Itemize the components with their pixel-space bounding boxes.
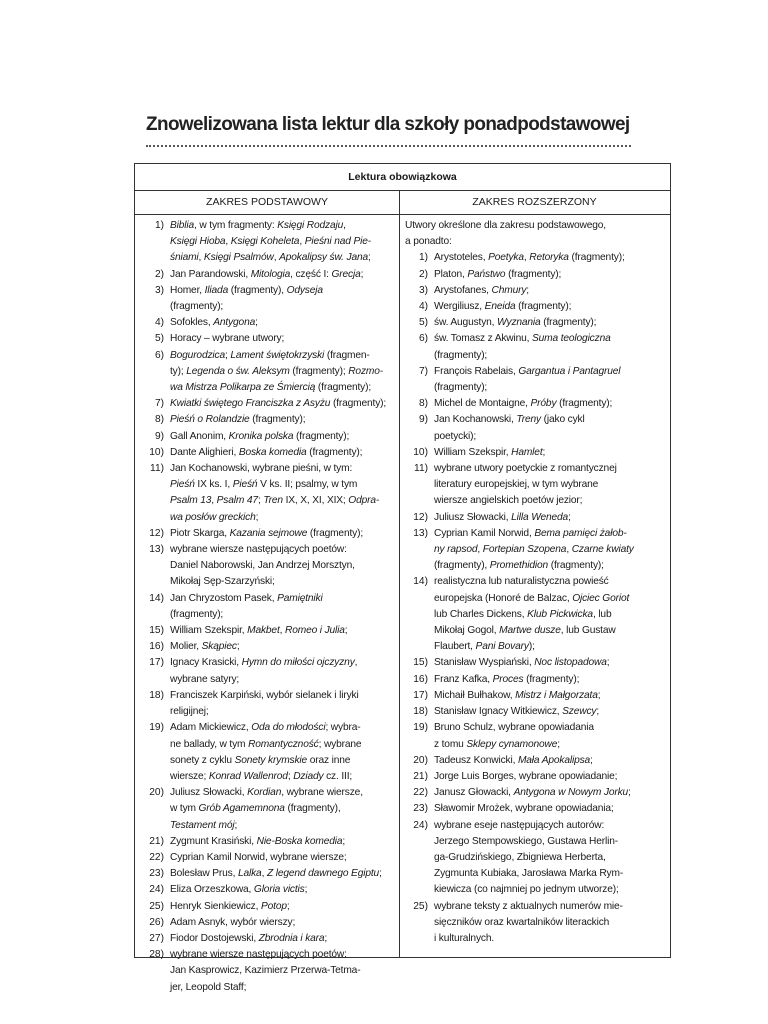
list-item — [405, 704, 667, 720]
list-item-text: Pieśń o Rolandzie (fragmenty); — [170, 414, 306, 426]
list-item-number: 4) — [154, 317, 164, 329]
list-item-text: Franciszek Karpiński, wybór sielanek i liryki religijnej; — [170, 689, 359, 718]
list-item-number: 20) — [413, 754, 428, 766]
list-item — [141, 267, 396, 283]
list-item-text: wybrane eseje następujących autorów: Jerzego Stempowskiego, Gustawa Herlin- ga-Grudzińskiego, Zbigniewa Herberta, Zygmunta Kubiaka, Jarosława Marka Rym- kiewicza (co najmniej po jednym utworze); — [434, 819, 624, 896]
list-item-number: 20) — [149, 787, 164, 799]
list-item-number: 2) — [418, 268, 428, 280]
list-item — [405, 574, 667, 655]
list-item-text: Eliza Orzeszkowa, Gloria victis; — [170, 884, 308, 896]
list-item-number: 24) — [413, 819, 428, 831]
list-item-number: 5) — [154, 333, 164, 345]
list-item-number: 10) — [149, 446, 164, 458]
list-item — [405, 785, 667, 801]
table-caption: Lektura obowiązkowa — [135, 164, 670, 191]
list-item — [141, 882, 396, 898]
list-item-text: Jan Parandowski, Mitologia, część I: Grecja; — [170, 268, 364, 280]
list-item-text: Horacy – wybrane utwory; — [170, 333, 285, 345]
list-item — [405, 396, 667, 412]
list-item-text: Platon, Państwo (fragmenty); — [434, 268, 562, 280]
list-item-text: Molier, Skąpiec; — [170, 641, 240, 653]
basic-scope-list — [141, 214, 396, 996]
list-item-text: Bogurodzica; Lament świętokrzyski (fragmen- ty); Legenda o św. Aleksym (fragmenty); Rozmo- wa Mistrza Polikarpa ze Śmiercią (fragmenty); — [170, 349, 383, 394]
list-item — [405, 461, 667, 510]
list-item-text: św. Augustyn, Wyznania (fragmenty); — [434, 317, 597, 329]
list-item — [141, 348, 396, 397]
list-item — [141, 526, 396, 542]
list-item-number: 3) — [418, 284, 428, 296]
list-item-number: 23) — [413, 803, 428, 815]
list-item-number: 18) — [413, 706, 428, 718]
list-item — [405, 899, 667, 948]
list-item-text: Ignacy Krasicki, Hymn do miłości ojczyzny, wybrane satyry; — [170, 657, 358, 685]
list-item — [405, 753, 667, 769]
list-item-text: realistyczna lub naturalistyczna powieść europejska (Honoré de Balzac, Ojciec Goriot lub Charles Dickens, Klub Pickwicka, lub Mikołaj Gogol, Martwe dusze, lub Gustaw Flaubert, Pani Bovary); — [434, 576, 630, 653]
list-item-number: 1) — [154, 220, 164, 231]
list-item-text: Jorge Luis Borges, wybrane opowiadanie; — [434, 770, 618, 782]
list-item — [141, 720, 396, 785]
list-item-text: Jan Kochanowski, wybrane pieśni, w tym: Pieśń IX ks. I, Pieśń V ks. II; psalmy, w tym Psalm 13, Psalm 47; Tren IX, X, XI, XIX; Odpra- wa posłów greckich; — [170, 463, 380, 523]
list-item-number: 18) — [149, 689, 164, 701]
list-item-number: 13) — [413, 527, 428, 539]
list-item-text: wybrane utwory poetyckie z romantycznej literatury europejskiej, w tym wybrane wiersze angielskich poetów jezior; — [434, 463, 617, 507]
list-item — [405, 818, 667, 899]
list-item-text: wybrane wiersze następujących poetów: Jan Kasprowicz, Kazimierz Przerwa-Tetma- jer, Leopold Staff; — [170, 949, 361, 993]
column-divider — [399, 190, 400, 957]
list-item-text: Dante Alighieri, Boska komedia (fragmenty); — [170, 446, 363, 458]
reading-list-table — [134, 163, 671, 993]
list-item — [405, 283, 667, 299]
list-item-number: 14) — [149, 592, 164, 604]
list-item — [141, 461, 396, 526]
list-item — [141, 785, 396, 834]
list-item-number: 8) — [418, 398, 428, 410]
list-item-text: Adam Asnyk, wybór wierszy; — [170, 916, 296, 928]
list-item-number: 12) — [149, 527, 164, 539]
list-item-text: Stanisław Wyspiański, Noc listopadowa; — [434, 657, 610, 669]
list-item — [405, 688, 667, 704]
list-item — [141, 899, 396, 915]
list-item-number: 8) — [154, 414, 164, 426]
list-item — [405, 510, 667, 526]
list-item-number: 17) — [413, 689, 428, 701]
list-item-number: 15) — [413, 657, 428, 669]
list-item — [405, 445, 667, 461]
list-item — [405, 412, 667, 444]
list-item-text: Michaił Bułhakow, Mistrz i Małgorzata; — [434, 689, 601, 701]
list-item-number: 6) — [154, 349, 164, 361]
list-item — [141, 315, 396, 331]
list-item-number: 11) — [414, 463, 428, 475]
list-item-text: Sławomir Mrożek, wybrane opowiadania; — [434, 803, 614, 815]
list-item-number: 5) — [418, 317, 428, 329]
list-item — [141, 623, 396, 639]
list-item — [141, 688, 396, 720]
list-item-number: 4) — [418, 301, 428, 313]
list-item-number: 27) — [149, 932, 164, 944]
title-underline — [146, 145, 631, 147]
list-item-text: Michel de Montaigne, Próby (fragmenty); — [434, 398, 613, 410]
list-item — [405, 769, 667, 785]
list-item — [141, 655, 396, 687]
list-item-number: 7) — [418, 365, 428, 377]
list-item-text: François Rabelais, Gargantua i Pantagruel (fragmenty); — [434, 365, 621, 394]
list-item-number: 10) — [413, 446, 428, 458]
list-item-text: Jan Kochanowski, Treny (jako cykl poetycki); — [434, 414, 585, 442]
list-item-text: Arystofanes, Chmury; — [434, 284, 529, 296]
list-item-text: Gall Anonim, Kronika polska (fragmenty); — [170, 430, 350, 442]
list-item-text: Bruno Schulz, wybrane opowiadania z tomu Sklepy cynamonowe; — [434, 722, 594, 750]
list-item-text: Jan Chryzostom Pasek, Pamiętniki (fragmenty); — [170, 592, 323, 620]
list-item — [405, 655, 667, 671]
list-item-number: 6) — [418, 333, 428, 345]
list-item — [141, 931, 396, 947]
list-item-text: Bolesław Prus, Lalka, Z legend dawnego Egiptu; — [170, 868, 382, 880]
list-item-number: 21) — [413, 770, 428, 782]
list-item-text: William Szekspir, Makbet, Romeo i Julia; — [170, 625, 348, 637]
list-item — [141, 542, 396, 591]
list-item — [405, 801, 667, 817]
list-item — [141, 947, 396, 996]
list-item — [141, 396, 396, 412]
list-item — [141, 218, 396, 267]
list-item-text: św. Tomasz z Akwinu, Suma teologiczna (fragmenty); — [434, 333, 611, 361]
list-item-number: 25) — [413, 900, 428, 912]
list-item — [405, 299, 667, 315]
extended-scope-list — [405, 214, 667, 947]
list-item-text: Zygmunt Krasiński, Nie-Boska komedia; — [170, 835, 346, 847]
list-item — [405, 720, 667, 752]
list-item-text: Piotr Skarga, Kazania sejmowe (fragmenty); — [170, 527, 364, 539]
list-item-number: 16) — [149, 641, 164, 653]
list-item — [141, 591, 396, 623]
list-item-number: 7) — [154, 398, 164, 410]
list-item-number: 21) — [149, 835, 164, 847]
column-header-basic: ZAKRES PODSTAWOWY — [135, 190, 399, 215]
list-item-text: Sofokles, Antygona; — [170, 317, 258, 329]
list-item — [141, 331, 396, 347]
list-item-text: Arystoteles, Poetyka, Retoryka (fragmenty); — [434, 252, 625, 264]
list-item-number: 16) — [413, 673, 428, 685]
list-item-number: 17) — [149, 657, 164, 669]
list-item-number: 15) — [149, 625, 164, 637]
list-item — [405, 672, 667, 688]
list-item — [141, 850, 396, 866]
list-item-text: Adam Mickiewicz, Oda do młodości; wybra- ne ballady, w tym Romantyczność; wybrane sonety z cyklu Sonety krymskie oraz inne wiersze; Konrad Wallenrod; Dziady cz. III; — [170, 722, 362, 782]
list-item-number: 9) — [154, 430, 164, 442]
list-item-text: William Szekspir, Hamlet; — [434, 446, 546, 458]
list-item — [405, 250, 667, 266]
list-item-number: 24) — [149, 884, 164, 896]
list-item-number: 19) — [149, 722, 164, 734]
column-header-extended: ZAKRES ROZSZERZONY — [399, 190, 670, 215]
list-item-number: 2) — [154, 268, 164, 280]
list-item-number: 14) — [413, 576, 428, 588]
list-item — [405, 526, 667, 575]
list-item-text: Juliusz Słowacki, Kordian, wybrane wiersze, w tym Grób Agamemnona (fragmenty), Testament mój; — [170, 787, 363, 831]
list-item-number: 23) — [149, 868, 164, 880]
list-item-number: 28) — [149, 949, 164, 961]
list-item-text: Cyprian Kamil Norwid, Bema pamięci żałob- ny rapsod, Fortepian Szopena, Czarne kwiaty (fragmenty), Promethidion (fragmenty); — [434, 527, 634, 572]
list-item-text: Fiodor Dostojewski, Zbrodnia i kara; — [170, 932, 328, 944]
list-item-text: Janusz Głowacki, Antygona w Nowym Jorku; — [434, 787, 631, 799]
list-item-text: Biblia, w tym fragmenty: Księgi Rodzaju, Księgi Hioba, Księgi Koheleta, Pieśni nad Pie- śniami, Księgi Psalmów, Apokalipsy św. Jana; — [170, 220, 371, 264]
list-item-text: Stanisław Ignacy Witkiewicz, Szewcy; — [434, 706, 600, 718]
list-item-text: Cyprian Kamil Norwid, wybrane wiersze; — [170, 851, 347, 863]
list-item-text: Franz Kafka, Proces (fragmenty); — [434, 673, 580, 685]
list-item-number: 22) — [413, 787, 428, 799]
list-item — [141, 445, 396, 461]
list-item — [141, 412, 396, 428]
list-item-number: 3) — [154, 284, 164, 296]
list-item — [405, 331, 667, 363]
list-item — [141, 834, 396, 850]
list-item — [141, 429, 396, 445]
list-item-text: Tadeusz Konwicki, Mała Apokalipsa; — [434, 754, 593, 766]
list-item-text: Homer, Iliada (fragmenty), Odyseja (fragmenty); — [170, 284, 323, 313]
list-item — [405, 364, 667, 396]
list-item — [141, 639, 396, 655]
list-item-number: 1) — [418, 252, 428, 264]
list-item — [141, 283, 396, 315]
list-item — [405, 267, 667, 283]
list-item-number: 9) — [418, 414, 428, 426]
list-item-number: 11) — [150, 463, 164, 475]
list-item-number: 25) — [149, 900, 164, 912]
list-item-number: 26) — [149, 916, 164, 928]
list-item — [405, 315, 667, 331]
list-item-text: wybrane teksty z aktualnych numerów mie- sięczników oraz kwartalników literackich i kulturalnych. — [434, 900, 623, 944]
list-item-text: Juliusz Słowacki, Lilla Weneda; — [434, 511, 571, 523]
list-item-number: 12) — [413, 511, 428, 523]
list-item-number: 22) — [149, 851, 164, 863]
list-item-text: Wergiliusz, Eneida (fragmenty); — [434, 301, 572, 313]
list-item-text: Henryk Sienkiewicz, Potop; — [170, 900, 290, 912]
list-item-number: 13) — [149, 544, 164, 556]
page-title: Znowelizowana lista lektur dla szkoły ponadpodstawowej — [146, 113, 630, 135]
list-item-text: Kwiatki świętego Franciszka z Asyżu (fragmenty); — [170, 398, 387, 410]
list-item-number: 19) — [413, 722, 428, 734]
list-item — [141, 915, 396, 931]
extended-scope-intro: Utwory określone dla zakresu podstawowego, a ponadto: — [405, 220, 606, 248]
list-item-text: wybrane wiersze następujących poetów: Daniel Naborowski, Jan Andrzej Morsztyn, Mikołaj Sęp-Szarzyński; — [170, 544, 355, 588]
list-item — [141, 866, 396, 882]
